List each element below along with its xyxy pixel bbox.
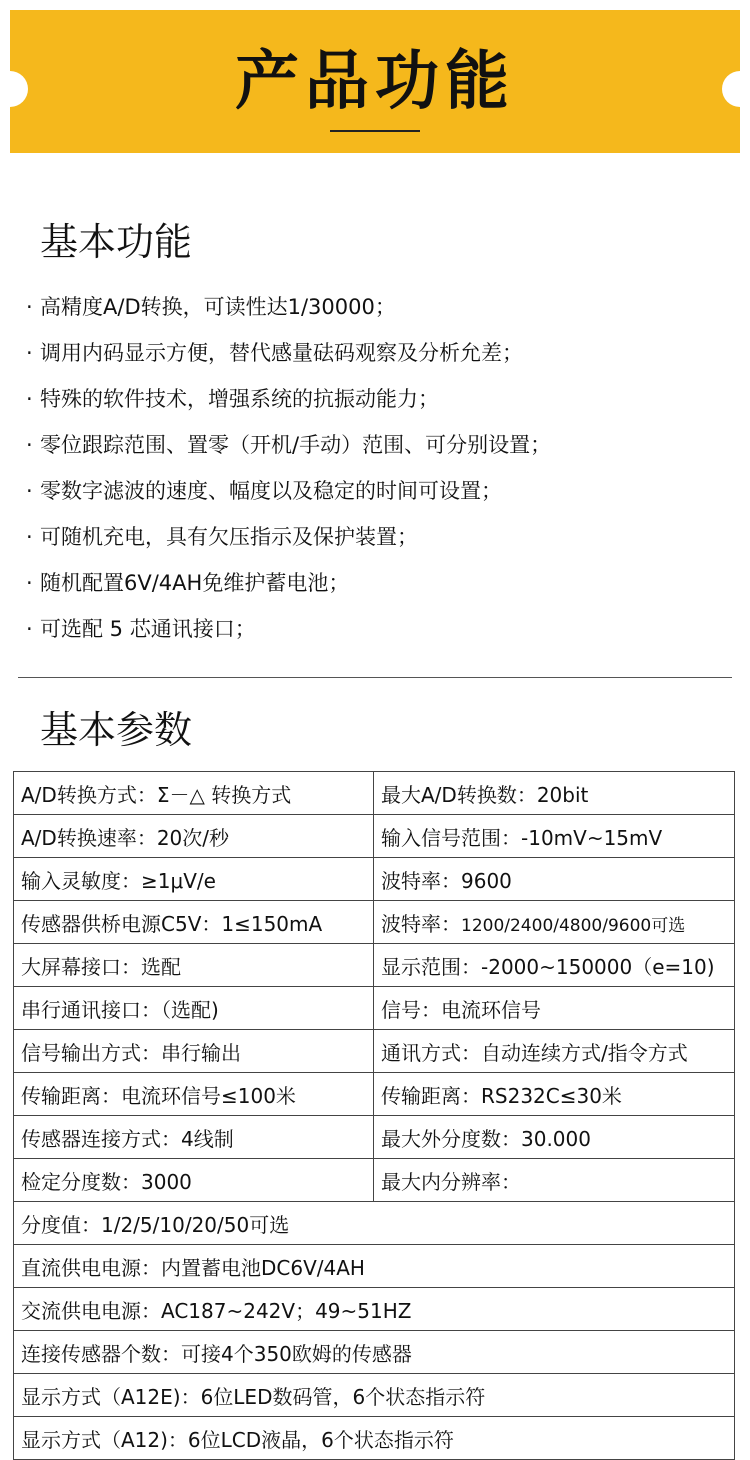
param-cell: 传输距离：RS232C≤30米 <box>374 1073 735 1116</box>
feature-item: · 调用内码显示方便，替代感量砝码观察及分析允差； <box>26 330 551 376</box>
param-cell: 信号：电流环信号 <box>374 987 735 1030</box>
feature-item: · 特殊的软件技术，增强系统的抗振动能力； <box>26 376 551 422</box>
param-cell: 直流供电电源：内置蓄电池DC6V/4AH <box>14 1245 735 1288</box>
section-divider <box>18 677 732 678</box>
feature-item: · 零数字滤波的速度、幅度以及稳定的时间可设置； <box>26 468 551 514</box>
table-row <box>14 1417 735 1460</box>
table-row <box>14 1374 735 1417</box>
banner-title: 产品功能 <box>235 45 515 119</box>
feature-item: · 可选配 5 芯通讯接口； <box>26 606 551 652</box>
table-row <box>14 858 735 901</box>
param-cell: A/D转换方式：Σ－△ 转换方式 <box>14 772 374 815</box>
table-row <box>14 1030 735 1073</box>
param-cell: 串行通讯接口：（选配) <box>14 987 374 1030</box>
param-cell: 输入信号范围：-10mV~15mV <box>374 815 735 858</box>
param-cell <box>374 901 735 944</box>
param-cell: 最大A/D转换数：20bit <box>374 772 735 815</box>
param-cell: 分度值：1/2/5/10/20/50可选 <box>14 1202 735 1245</box>
feature-item: · 可随机充电，具有欠压指示及保护装置； <box>26 514 551 560</box>
param-label: 波特率： <box>381 911 461 936</box>
table-row <box>14 1288 735 1331</box>
param-cell: 通讯方式：自动连续方式/指令方式 <box>374 1030 735 1073</box>
param-cell: 信号输出方式：串行输出 <box>14 1030 374 1073</box>
feature-item: · 零位跟踪范围、置零（开机/手动）范围、可分别设置； <box>26 422 551 468</box>
param-cell: 检定分度数：3000 <box>14 1159 374 1202</box>
param-cell: 显示方式（A12E)：6位LED数码管，6个状态指示符 <box>14 1374 735 1417</box>
param-cell: 传感器供桥电源C5V：1≤150mA <box>14 901 374 944</box>
param-cell: 大屏幕接口：选配 <box>14 944 374 987</box>
param-cell: 波特率：9600 <box>374 858 735 901</box>
param-value: 1200/2400/4800/9600可选 <box>461 915 686 936</box>
param-cell: 交流供电电源：AC187~242V；49~51HZ <box>14 1288 735 1331</box>
param-cell: 输入灵敏度：≥1μV/e <box>14 858 374 901</box>
table-row <box>14 1202 735 1245</box>
table-row <box>14 1159 735 1202</box>
feature-list <box>26 284 551 652</box>
table-row <box>14 987 735 1030</box>
table-row <box>14 1245 735 1288</box>
header-banner <box>10 10 740 153</box>
param-cell: 传输距离：电流环信号≤100米 <box>14 1073 374 1116</box>
basic-functions-title: 基本功能 <box>40 220 193 264</box>
table-row <box>14 944 735 987</box>
param-cell: 显示方式（A12)：6位LCD液晶，6个状态指示符 <box>14 1417 735 1460</box>
basic-params-title: 基本参数 <box>40 708 193 752</box>
param-cell: A/D转换速率：20次/秒 <box>14 815 374 858</box>
param-cell: 传感器连接方式：4线制 <box>14 1116 374 1159</box>
feature-item: · 随机配置6V/4AH免维护蓄电池； <box>26 560 551 606</box>
param-cell: 最大外分度数：30.000 <box>374 1116 735 1159</box>
table-row <box>14 815 735 858</box>
banner-underline <box>330 130 420 132</box>
param-cell: 显示范围：-2000~150000（e=10) <box>374 944 735 987</box>
param-cell: 最大内分辨率： <box>374 1159 735 1202</box>
table-row <box>14 1073 735 1116</box>
params-table <box>13 771 735 1460</box>
feature-item: · 高精度A/D转换，可读性达1/30000； <box>26 284 551 330</box>
table-row <box>14 1331 735 1374</box>
param-cell: 连接传感器个数：可接4个350欧姆的传感器 <box>14 1331 735 1374</box>
table-row <box>14 772 735 815</box>
table-row <box>14 1116 735 1159</box>
table-row <box>14 901 735 944</box>
